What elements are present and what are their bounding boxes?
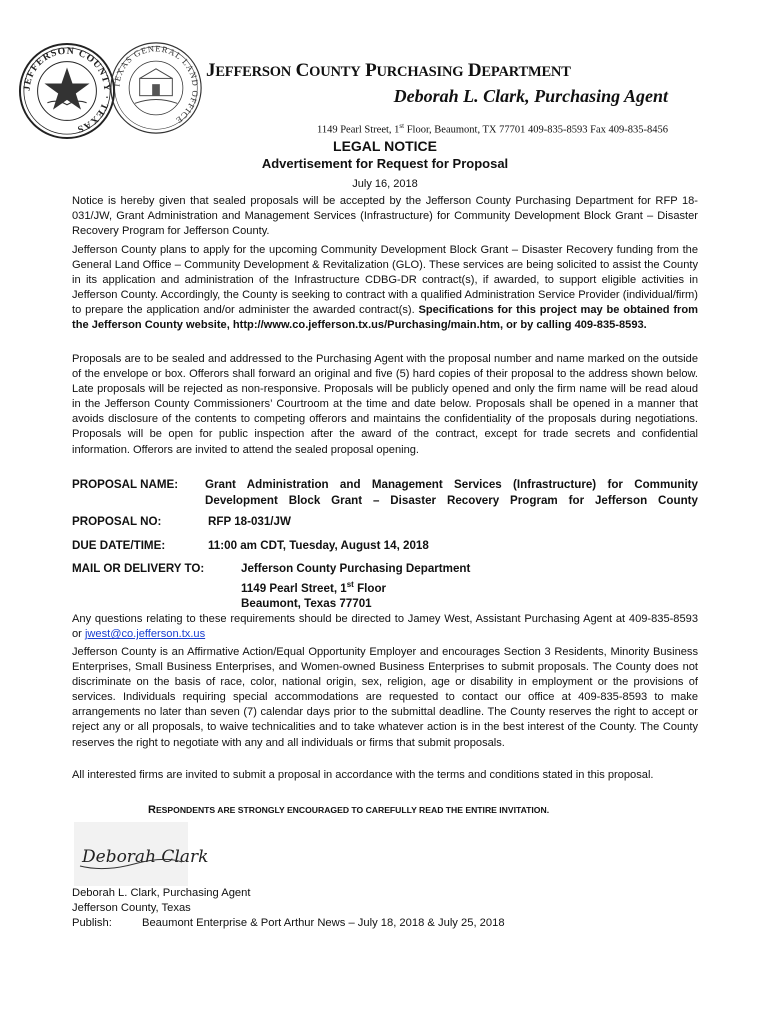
svg-text:JEFFERSON COUNTY · TEXAS: JEFFERSON COUNTY · TEXAS	[21, 45, 113, 135]
paragraph-notice: Notice is hereby given that sealed proposals will be accepted by the Jefferson County Purchasing Department for RFP 18-031/JW, Grant Administration and Management Services (Infrastructure) for Community Development Block Grant – Disaster Recovery Program for Jefferson County.	[72, 195, 698, 238]
proposal-no-value: RFP 18-031/JW	[208, 515, 291, 528]
proposal-name-value: Grant Administration and Management Services (Infrastructure) for Community Development Block Grant – Disaster Recovery Program for Jefferson County	[205, 478, 698, 507]
read-invitation-notice: RESPONDENTS ARE STRONGLY ENCOURAGED TO CAREFULLY READ THE ENTIRE INVITATION.	[148, 804, 550, 816]
specifications-link-text: Specifications for this project may be obtained from the Jefferson County website, http://www.co.jefferson.tx.us/Purchasing/main.htm, or by calling 409-835-8593.	[72, 304, 699, 332]
agent-name: Deborah L. Clark, Purchasing Agent	[393, 86, 668, 106]
proposal-name-label: PROPOSAL NAME:	[72, 478, 179, 491]
mail-delivery-address: Jefferson County Purchasing Department 1149 Pearl Street, 1st Floor Beaumont, Texas 77701	[241, 562, 471, 610]
signer-name: Deborah L. Clark, Purchasing Agent	[72, 887, 251, 899]
due-date-label: DUE DATE/TIME:	[72, 539, 166, 552]
proposal-no-label: PROPOSAL NO:	[72, 515, 162, 528]
general-land-office-seal	[108, 40, 204, 136]
legal-notice-heading: LEGAL NOTICE	[333, 138, 437, 154]
signature-block	[72, 886, 505, 931]
department-address: 1149 Pearl Street, 1st Floor, Beaumont, TX 77701 409-835-8593 Fax 409-835-8456	[316, 122, 668, 136]
contact-email-link[interactable]: jwest@co.jefferson.tx.us	[84, 628, 206, 641]
due-date-value: 11:00 am CDT, Tuesday, August 14, 2018	[208, 539, 429, 552]
advertisement-heading: Advertisement for Request for Proposal	[261, 156, 509, 171]
jefferson-county-seal	[18, 42, 116, 140]
paragraph-proposals: Proposals are to be sealed and addressed to the Purchasing Agent with the proposal number and name marked on the outside of the envelope or box. Offerors shall forward an original and five (5) hard copies of their proposal to the address shown below. Late proposals will be rejected as non-responsive. Proposals will be publicly opened and only the firm name will be read aloud in the Jefferson County Commissioners’ Courtroom at the time and date below. Proposals shall be opened in a manner that avoids disclosure of the contents to competing offerors and maintains the confidentiality of the proposals during negotiations. Proposals will be open for public inspection after the award of the contract, except for trade secrets and confidential information. Offerors are invited to attend the sealed proposal opening.	[72, 353, 698, 456]
svg-text:Deborah Clark: Deborah Clark	[82, 847, 209, 867]
signature-image	[74, 822, 209, 886]
paragraph-invitation: All interested firms are invited to submit a proposal in accordance with the terms and conditions stated in this proposal.	[72, 769, 654, 781]
department-title: JEFFERSON COUNTY PURCHASING DEPARTMENT	[206, 60, 571, 81]
notice-date: July 16, 2018	[352, 178, 418, 190]
signer-organization: Jefferson County, Texas	[72, 902, 191, 915]
svg-text:TEXAS GENERAL LAND OFFICE: TEXAS GENERAL LAND OFFICE	[111, 43, 201, 126]
star-icon	[44, 67, 89, 109]
mail-delivery-label: MAIL OR DELIVERY TO:	[72, 562, 205, 575]
paragraph-plans: Jefferson County plans to apply for the upcoming Community Development Block Grant – Disaster Recovery funding from the General Land Office – Community Development & Revitalization (GLO). These services are being solicited to assist the County in its application and administration of the Infrastructure CDBG-DR contract(s), if awarded, to support eligible activities in Jefferson County. Accordingly, the County is seeking to contract with a qualified Administration Service Provider (individual/firm) to prepare the application and/or administer the awarded contract(s). Specifications for this project may be obtained from the Jefferson County website, http://www.co.jefferson.tx.us/Purchasing/main.htm, or by calling 409-835-8593.	[72, 244, 699, 332]
paragraph-questions: Any questions relating to these requirements should be directed to Jamey West, Assistant Purchasing Agent at 409-835-8593 or jwest@co.jefferson.tx.us	[72, 613, 698, 641]
publish-line: Publish: Beaumont Enterprise & Port Arthur News – July 18, 2018 & July 25, 2018	[72, 917, 505, 930]
paragraph-equal-opportunity: Jefferson County is an Affirmative Action/Equal Opportunity Employer and encourages Section 3 Residents, Minority Business Enterprises, Small Business Enterprises, and Women-owned Business Enterprises to submit proposals. The County does not discriminate on the basis of race, color, national origin, sex, religion, age or disability in employment or the provisions of services. Individuals requiring special accommodations are requested to contact our office at 409-835-8593 to make arrangements no later than seven (7) calendar days prior to the submittal deadline. The County reserves the right to accept or reject any or all proposals, to waive technicalities and to take whatever action is in the best interest of the County. The County reserves the right to negotiate with any and all individuals or firms that submit proposals.	[72, 646, 698, 749]
